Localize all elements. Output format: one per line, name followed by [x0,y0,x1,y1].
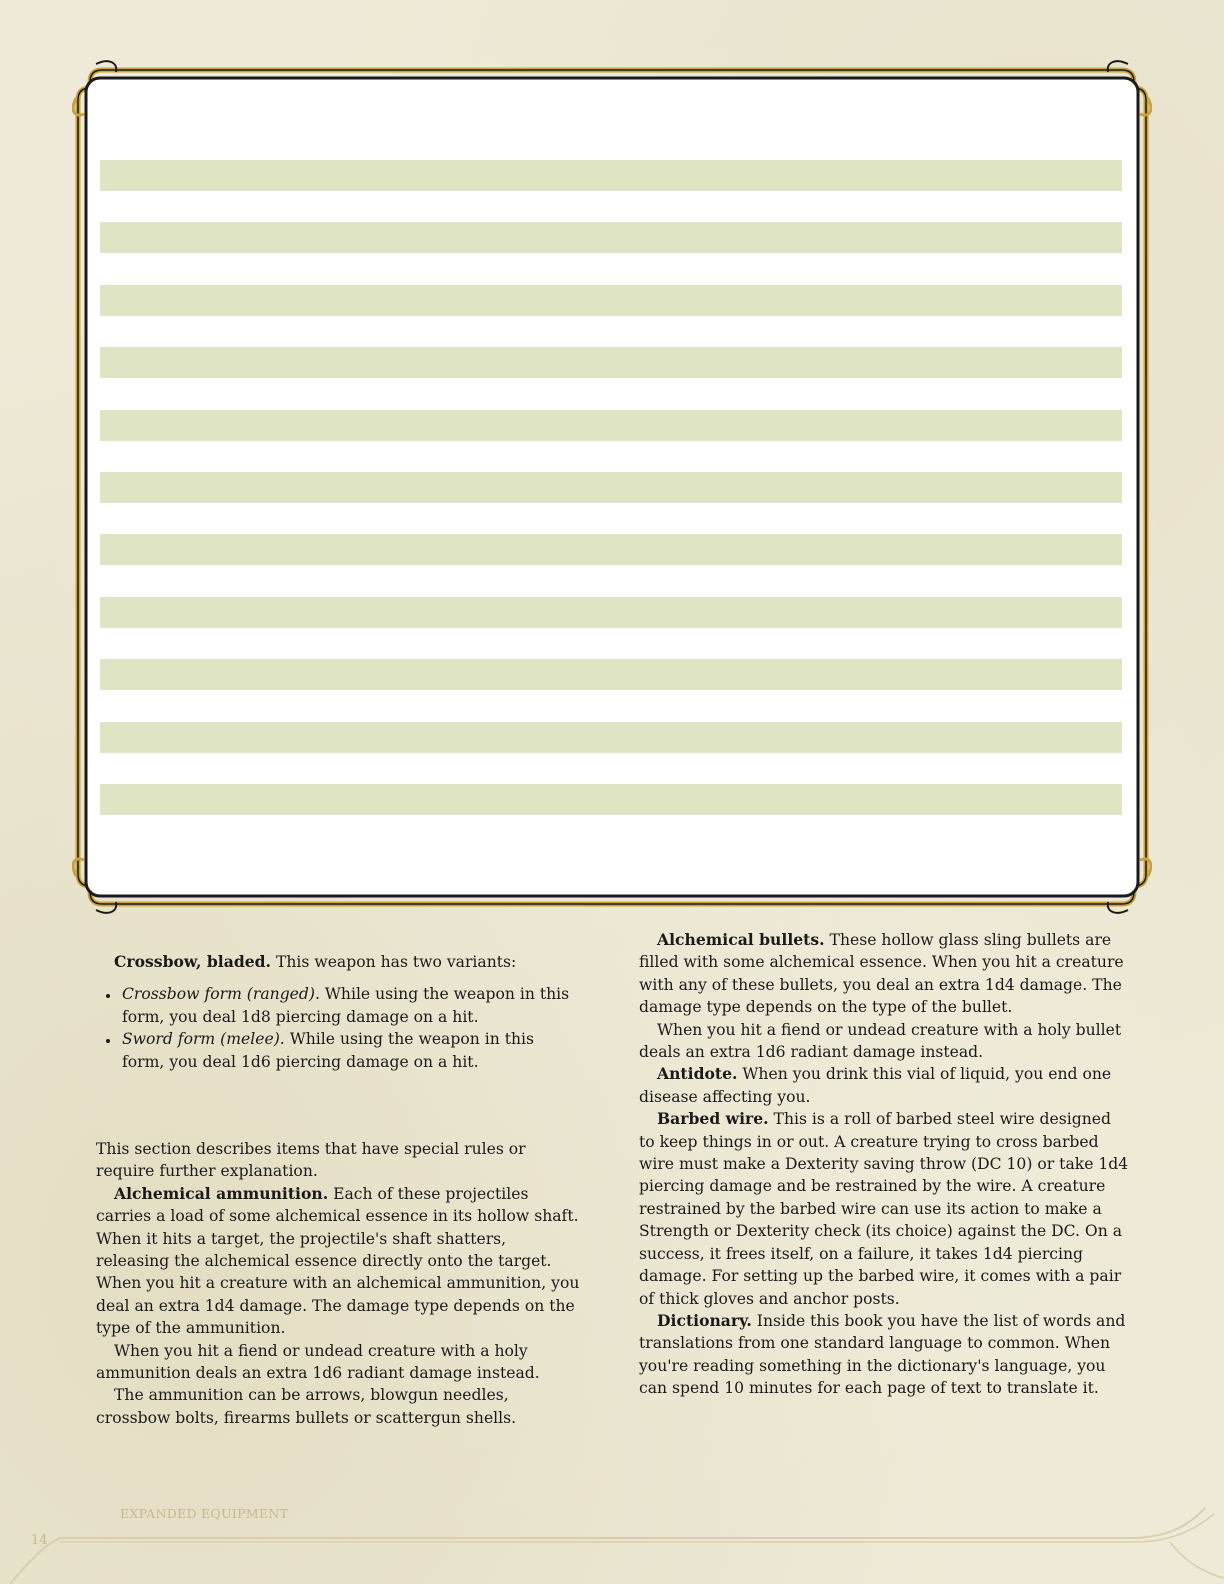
paragraph: When you hit a fiend or undead creature with a holy bullet deals an extra 1d6 radiant damage instead. [639,1020,1122,1062]
item-antidote [639,1063,1129,1108]
table-row [100,410,1122,441]
crossbow-entry [96,951,581,973]
page-number: 14 [31,1533,48,1548]
item-title: Alchemical bullets. [657,930,825,949]
paragraph: The ammunition can be arrows, blowgun needles, crossbow bolts, firearms bullets or scattergun shells. [96,1386,517,1427]
variant-text: While using the weapon in this form, you deal 1d6 piercing damage on a hit. [122,1030,535,1071]
item-barbed-wire [639,1108,1129,1310]
variant-text: While using the weapon in this form, you deal 1d8 piercing damage on a hit. [122,985,570,1026]
crossbow-intro: This weapon has two variants: [275,953,517,971]
table-body [100,86,1124,888]
list-item [120,1028,581,1073]
crossbow-title: Crossbow, bladed. [114,952,271,971]
item-dictionary [639,1310,1129,1400]
item-alchemical-ammunition [96,1183,581,1340]
item-text: Each of these projectiles carries a load of some alchemical essence in its hollow shaft. When it hits a target, the projectile's shaft shatters, releasing the alchemical essence directly onto the target. When you hit a creature with an alchemical ammunition, you deal an extra 1d4 damage. The damage type depends on the type of the ammunition. [96,1184,580,1338]
item-text: This is a roll of barbed steel wire designed to keep things in or out. A creature trying to cross barbed wire must make a Dexterity saving throw (DC 10) or take 1d4 piercing damage and be restrained by the wire. A creature restrained by the barbed wire can use its action to make a Strength or Dexterity check (its choice) against the DC. On a success, it frees itself, on a failure, it takes 1d4 piercing damage. For setting up the barbed wire, it comes with a pair of thick gloves and anchor posts. [639,1110,1129,1308]
right-column [639,929,1129,1400]
item-title: Barbed wire. [657,1109,769,1129]
item-text: Inside this book you have the list of words and translations from one standard language to common. When you're reading something in the dictionary's language, you can spend 10 minutes for each page of text to translate it. [639,1311,1126,1398]
item-text: When you drink this vial of liquid, you end one disease affecting you. [639,1065,1112,1106]
table-row [100,472,1122,503]
table-row [100,347,1122,378]
table-row [100,534,1122,565]
list-item [120,983,581,1028]
table-row [100,285,1122,316]
crossbow-variant-list [96,983,581,1073]
table-row [100,722,1122,753]
item-title: Antidote. [657,1064,738,1084]
section-intro: This section describes items that have special rules or require further explanation. [96,1140,526,1181]
table-row [100,222,1122,253]
left-column [96,951,581,1073]
variant-name: Crossbow form (ranged). [122,985,320,1004]
item-title: Alchemical ammunition. [114,1183,329,1203]
table-frame [72,58,1152,916]
table-row [100,659,1122,690]
table-row [100,160,1122,191]
variant-name: Sword form (melee). [122,1030,285,1049]
table-row [100,597,1122,628]
item-alchemical-bullets [639,929,1129,1019]
table-row [100,784,1122,815]
item-title: Dictionary. [657,1310,752,1330]
paragraph: When you hit a fiend or undead creature with a holy ammunition deals an extra 1d6 radiant damage instead. [96,1341,540,1383]
footer-section-label: EXPANDED EQUIPMENT [120,1506,289,1521]
item-text: These hollow glass sling bullets are filled with some alchemical essence. When you hit a creature with any of these bullets, you deal an extra 1d4 damage. The damage type depends on the type of the bullet. [639,931,1124,1017]
left-column-special-items [96,1138,581,1429]
